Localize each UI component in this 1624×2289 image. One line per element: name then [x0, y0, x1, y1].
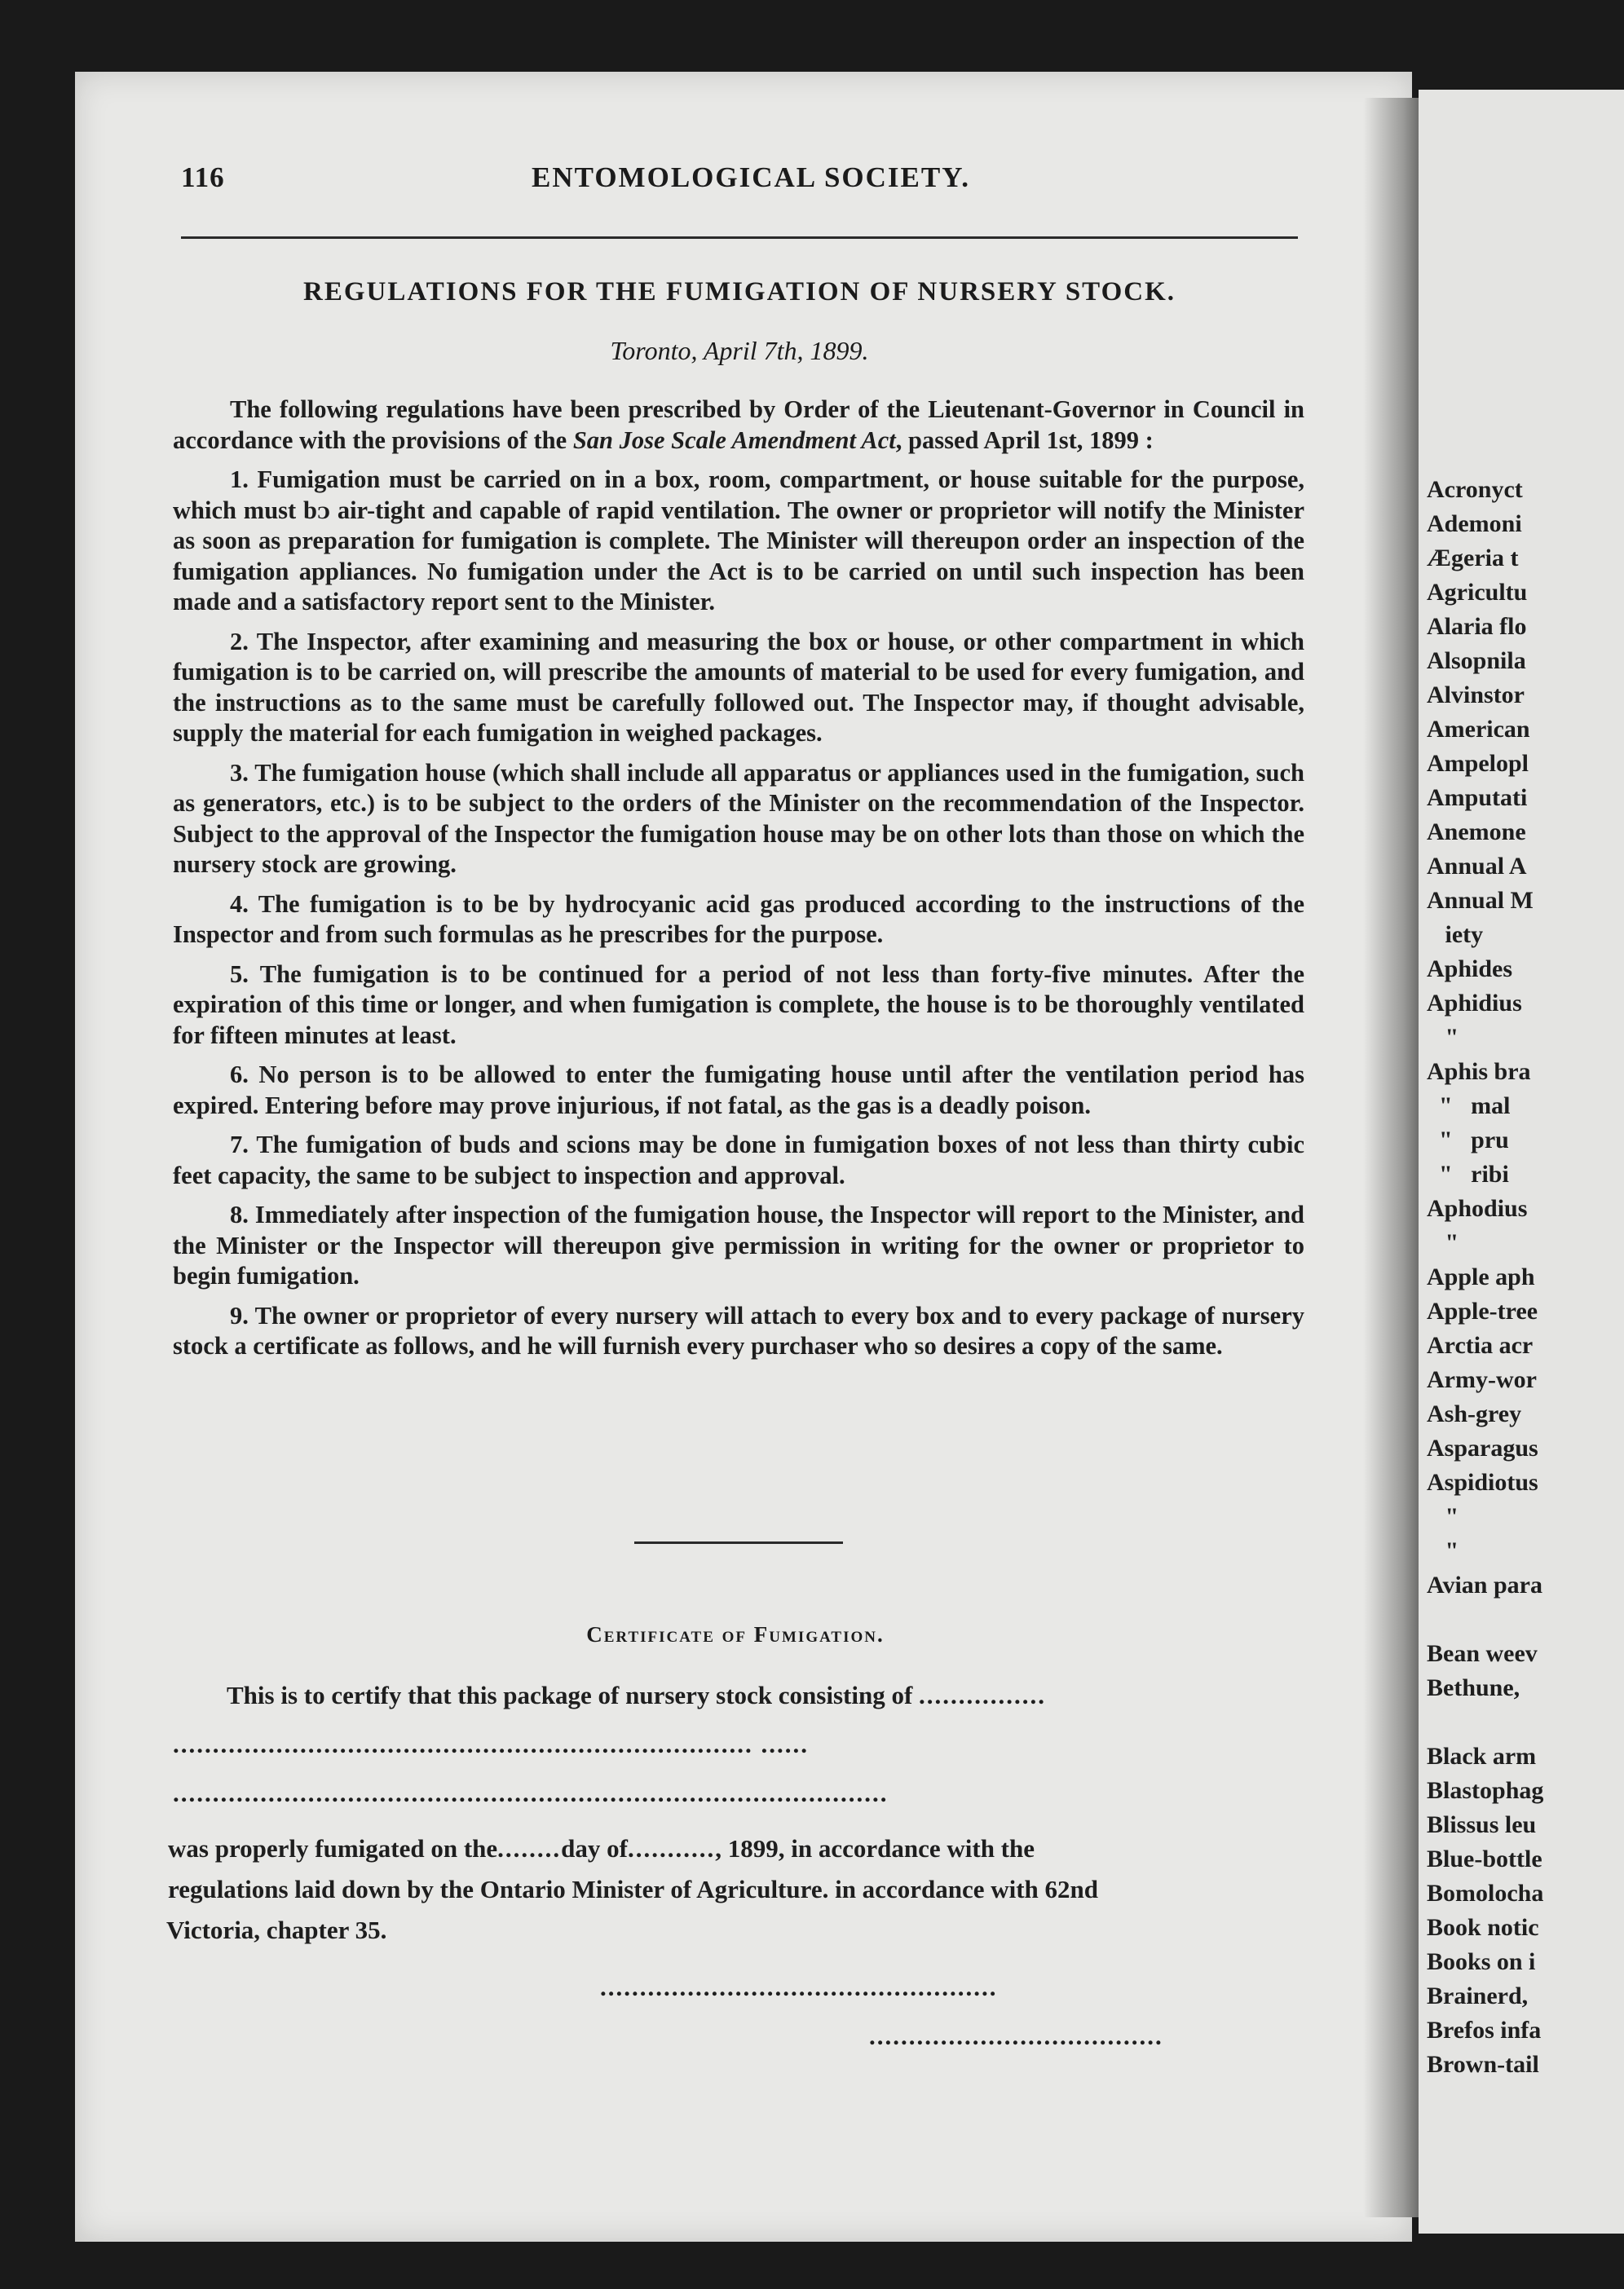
index-entry: Ash-grey: [1427, 1400, 1522, 1427]
section-divider: [634, 1541, 843, 1544]
index-entry: Bean weev: [1427, 1640, 1538, 1667]
regulation-4: 4. The fumigation is to be by hydrocyanic acid gas produced according to the instructions of the Inspector and from such formulas as he prescribes for the purpose.: [173, 889, 1304, 948]
regulation-6: 6. No person is to be allowed to enter the fumigating house until after the ventilation period has expired. Entering before may prove injurious, if not fatal, as the gas is a deadly poison.: [173, 1061, 1304, 1119]
index-entry: Apple-tree: [1427, 1298, 1538, 1325]
certificate-text-1: This is to certify that this package of nursery stock consisting of: [227, 1681, 913, 1709]
intro-paragraph: The following regulations have been prescribed by Order of the Lieutenant-Governor in Council in accordance with the provisions of the San Jose Scale Amendment Act, passed April 1st, 1899 :: [173, 395, 1304, 454]
index-entry: Alaria flo: [1427, 613, 1527, 640]
certificate-text-5: regulations laid down by the Ontario Minister of Agriculture. in accordance with 62nd: [168, 1875, 1099, 1903]
index-entry: Bethune,: [1427, 1674, 1520, 1701]
index-entries: [1427, 473, 1624, 2082]
index-entry: Agricultu: [1427, 579, 1528, 606]
index-entry: ": [1427, 1537, 1459, 1564]
index-entry: Aphides: [1427, 955, 1513, 982]
blank-line-2: ......................................................................... ......: [173, 1730, 809, 1758]
certificate-blank-line-2: [173, 1730, 809, 1759]
index-entry: Apple aph: [1427, 1264, 1535, 1290]
index-entry: " ribi: [1427, 1161, 1509, 1188]
regulation-7: 7. The fumigation of buds and scions may be done in fumigation boxes of not less than thirty cubic feet capacity, the same to be subject to inspection and approval.: [173, 1131, 1304, 1189]
certificate-line-4: [168, 1834, 1035, 1863]
index-entry: Aphidius: [1427, 990, 1522, 1017]
index-entry: ": [1427, 1024, 1459, 1051]
index-entry: Aphis bra: [1427, 1058, 1531, 1085]
index-entry: Anemone: [1427, 818, 1526, 845]
certificate-title: Certificate of Fumigation.: [586, 1622, 885, 1647]
index-entry: Acronyct: [1427, 476, 1523, 503]
index-entry: Army-wor: [1427, 1366, 1537, 1393]
index-entry: Aspidiotus: [1427, 1469, 1538, 1496]
index-entry: ": [1427, 1503, 1459, 1530]
index-entry: Blue-bottle: [1427, 1846, 1542, 1872]
signature-line-2: [869, 2022, 1163, 2051]
index-entry: " mal: [1427, 1092, 1511, 1119]
blank-day: ........: [497, 1834, 562, 1863]
right-page: [1419, 90, 1624, 2234]
index-entry: Books on i: [1427, 1948, 1536, 1975]
regulation-5: 5. The fumigation is to be continued for a period of not less than forty-five minutes. After the expiration of this time or longer, and when fumigation is complete, the house is to be thoroughly ventilated for fifteen minutes at least.: [173, 959, 1304, 1049]
regulation-2: 2. The Inspector, after examining and measuring the box or house, or other compartment in which fumigation is to be carried on, will prescribe the amounts of material to be used for every fumigation, and the instructions as to the same must be carefully followed out. The Inspector may, if thought advisable, supply the material for each fumigation in weighed packages.: [173, 627, 1304, 747]
certificate-text-4c: , 1899, in accordance with the: [715, 1834, 1035, 1863]
signature-blank-2: .....................................: [869, 2022, 1163, 2050]
index-entry: Amputati: [1427, 784, 1528, 811]
certificate-line-1: [227, 1681, 1046, 1710]
regulation-8: 8. Immediately after inspection of the fumigation house, the Inspector will report to the Minister, and the Minister or the Inspector will thereupon give permission in writing for the owner or proprietor to begin fumigation.: [173, 1201, 1304, 1290]
index-entry: Brown-tail: [1427, 2051, 1539, 2078]
index-entry: Aphodius: [1427, 1195, 1528, 1222]
regulations-body: [173, 395, 1304, 1371]
certificate-text-4a: was properly fumigated on the: [168, 1834, 498, 1863]
index-entry: Brefos infa: [1427, 2017, 1542, 2044]
index-entry: Arctia acr: [1427, 1332, 1534, 1359]
index-entry: Book notic: [1427, 1914, 1539, 1941]
index-entry: Blastophag: [1427, 1777, 1544, 1804]
regulation-9: 9. The owner or proprietor of every nursery will attach to every box and to every package of nursery stock a certificate as follows, and he will furnish every purchaser who so desires a copy of the same.: [173, 1301, 1304, 1360]
dateline: Toronto, April 7th, 1899.: [610, 336, 869, 365]
index-entry: Annual A: [1427, 853, 1527, 880]
index-entry: [1427, 1603, 1624, 1637]
index-entry: Ægeria t: [1427, 545, 1519, 571]
signature-blank-1: ..................................................: [600, 1973, 998, 2001]
page-number: 116: [181, 161, 225, 193]
index-entry: Black arm: [1427, 1743, 1537, 1770]
index-entry: Ampelopl: [1427, 750, 1529, 777]
blank-line-3: ..........................................................................................: [173, 1779, 889, 1807]
index-entry: Bomolocha: [1427, 1880, 1544, 1907]
index-entry: iety: [1427, 921, 1484, 948]
act-name: San Jose Scale Amendment Act: [572, 426, 896, 454]
regulation-3: 3. The fumigation house (which shall include all apparatus or appliances used in the fumigation, such as generators, etc.) is to be subject to the orders of the Minister on the recommendation of the Inspector. Subject to the approval of the Inspector the fumigation house may be on other lots than those on which the nursery stock are growing.: [173, 758, 1304, 878]
certificate-line-5: [168, 1875, 1098, 1904]
blank-month: ...........: [627, 1834, 716, 1863]
certificate-text-4b: day of: [561, 1834, 628, 1863]
index-entry: ": [1427, 1229, 1459, 1256]
index-entry: [1427, 1705, 1624, 1740]
index-entry: Asparagus: [1427, 1435, 1538, 1462]
index-entry: Avian para: [1427, 1572, 1542, 1599]
header-rule: [181, 236, 1298, 239]
regulation-1: 1. Fumigation must be carried on in a box, room, compartment, or house suitable for the purpose, which must b⁠ᴐ air-tight and capable of rapid ventilation. The owner or proprietor will notify the Minister as soon as preparation for fumigation is complete. The Minister will thereupon order an inspection of the fumigation appliances. No fumigation under the Act is to be carried on until such inspection has been made and a satisfactory report sent to the Minister.: [173, 465, 1304, 615]
signature-line-1: [600, 1973, 998, 2002]
index-entry: Brainerd,: [1427, 1982, 1529, 2009]
certificate-blank-line-3: [173, 1779, 889, 1808]
certificate-text-6: Victoria, chapter 35.: [166, 1916, 387, 1944]
blank-consisting-of: ................: [919, 1681, 1047, 1709]
index-entry: Alsopnila: [1427, 647, 1526, 674]
index-entry: American: [1427, 716, 1530, 743]
journal-title: ENTOMOLOGICAL SOCIETY.: [532, 161, 971, 193]
index-entry: Ademoni: [1427, 510, 1522, 537]
document-title: REGULATIONS FOR THE FUMIGATION OF NURSERY STOCK.: [303, 277, 1176, 307]
index-entry: Annual M: [1427, 887, 1534, 914]
index-entry: Alvinstor: [1427, 681, 1525, 708]
index-entry: " pru: [1427, 1127, 1509, 1153]
certificate-line-6: [166, 1916, 386, 1945]
index-entry: Blissus leu: [1427, 1811, 1537, 1838]
